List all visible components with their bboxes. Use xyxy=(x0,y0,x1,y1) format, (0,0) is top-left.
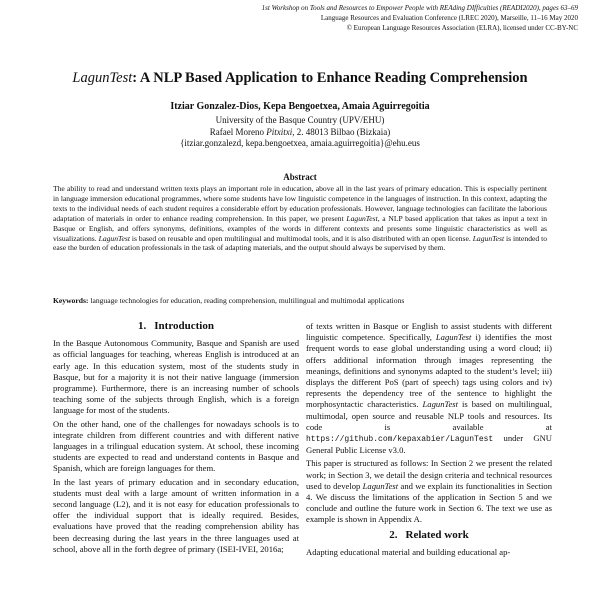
intro-paragraph-1: In the Basque Autonomous Community, Basque and Spanish are used as official languages for teaching, whereas English is introduced at an early age. In this education system, most of the students study in Basque, but for a majority it is not their native language (immersion programme). Furthermore, there is an increasing number of schools teaching some of the subjects through English, which is a foreign language for most of the students. xyxy=(53,338,299,416)
conference-header xyxy=(262,3,578,33)
header-line-2: Language Resources and Evaluation Conference (LREC 2020), Marseille, 11–16 May 2020 xyxy=(320,14,578,22)
related-paragraph-1: Adapting educational material and building educational ap- xyxy=(306,546,511,557)
affiliation-address: Rafael Moreno Pitxitxi, 2. 48013 Bilbao (Bizkaia) xyxy=(209,126,391,137)
header-line-1: 1st Workshop on Tools and Resources to Empower People with REAding DIfficulties (READI2020), pages 63–69 xyxy=(261,4,578,12)
title-system-name: LagunTest xyxy=(72,70,133,86)
abstract-heading: Abstract xyxy=(283,172,317,182)
right-paragraph-1: of texts written in Basque or English to assist students with different linguistic competence. Specifically, LagunTest i) identifies the most frequent words to ease global understanding using a word cloud; ii) offers additional information through images representing the meanings, definitions and synonyms adapted to the student’s level; iii) displays the different PoS (part of speech) tags using colors and iv) represents the dependency tree of the sentence to highlight the morphosyntactic characteristics. LagunTest is based on multilingual, multimodal, open source and reusable NLP tools and resources. Its code is available at https://github.com/kepaxabier/LagunTest under GNU General Public License v3.0. xyxy=(306,321,552,456)
affiliation-emails: {itziar.gonzalezd, kepa.bengoetxea, amaia.aguirregoitia}@ehu.eus xyxy=(180,138,420,148)
section-related-work-heading: 2. Related work xyxy=(389,528,469,541)
keywords-text: language technologies for education, reading comprehension, multilingual and multimodal applications xyxy=(88,296,405,305)
header-line-3: © European Language Resources Association (ELRA), licensed under CC-BY-NC xyxy=(346,24,578,32)
authors: Itziar Gonzalez-Dios, Kepa Bengoetxea, Amaia Aguirregoitia xyxy=(170,101,430,112)
title-rest: : A NLP Based Application to Enhance Reading Comprehension xyxy=(132,70,528,86)
affiliation-university: University of the Basque Country (UPV/EHU) xyxy=(215,115,385,125)
right-column xyxy=(306,321,552,560)
intro-paragraph-2: On the other hand, one of the challenges for nowadays schools is to integrate children from different countries and with different native languages in a trilingual education system. At school, these incoming students are expected to read and understand contents in Basque and Spanish, which are foreign languages for them. xyxy=(53,418,299,474)
right-paragraph-2: This paper is structured as follows: In Section 2 we present the related work; in Section 3, we detail the design criteria and technical resources used to develop LagunTest and we explain its functionalities in Section 4. We discuss the limitations of the application in Section 5 and we conclude and outline the future work in Section 6. The text we use as example is shown in Appendix A. xyxy=(306,458,552,525)
intro-paragraph-3: In the last years of primary education and in secondary education, students must deal with a large amount of written information in a second language (L2), and it is not easy for education professionals to offer the individual support that is ideally required. Besides, evaluations have proved that the reading comprehension ability has been decreasing during the last years in the three languages used at school, above all in the forth degree of primary (ISEI-IVEI, 2016a; xyxy=(53,476,299,554)
affiliation xyxy=(0,115,600,150)
github-link[interactable]: https://github.com/kepaxabier/LagunTest xyxy=(306,435,494,445)
left-column xyxy=(53,321,299,557)
abstract-text: The ability to read and understand written texts plays an important role in education, above all in the last years of primary education. This is especially pertinent in language immersion educational programmes, where some students have low linguistic competence in the languages of instruction. In this context, adapting the texts to the individual needs of each student requires a considerable effort by education professionals. However, language technologies can facilitate the laborious adaptation of materials in order to enhance reading comprehension. In this paper, we present LagunTest, a NLP based application that takes as input a text in Basque or English, and offers synonyms, definitions, examples of the words in different contexts and presents some linguistic characteristics as well as visualizations. LagunTest is based on reusable and open multilingual and multimodal tools, and it is also distributed with an open license. LagunTest is intended to ease the burden of education professionals in the task of adapting materials, and the output should always be supervised by them. xyxy=(53,184,547,253)
section-introduction-heading: 1. Introduction xyxy=(138,320,214,332)
paper-title xyxy=(0,70,600,87)
keywords-label: Keywords: xyxy=(53,296,89,305)
keywords xyxy=(53,296,547,306)
